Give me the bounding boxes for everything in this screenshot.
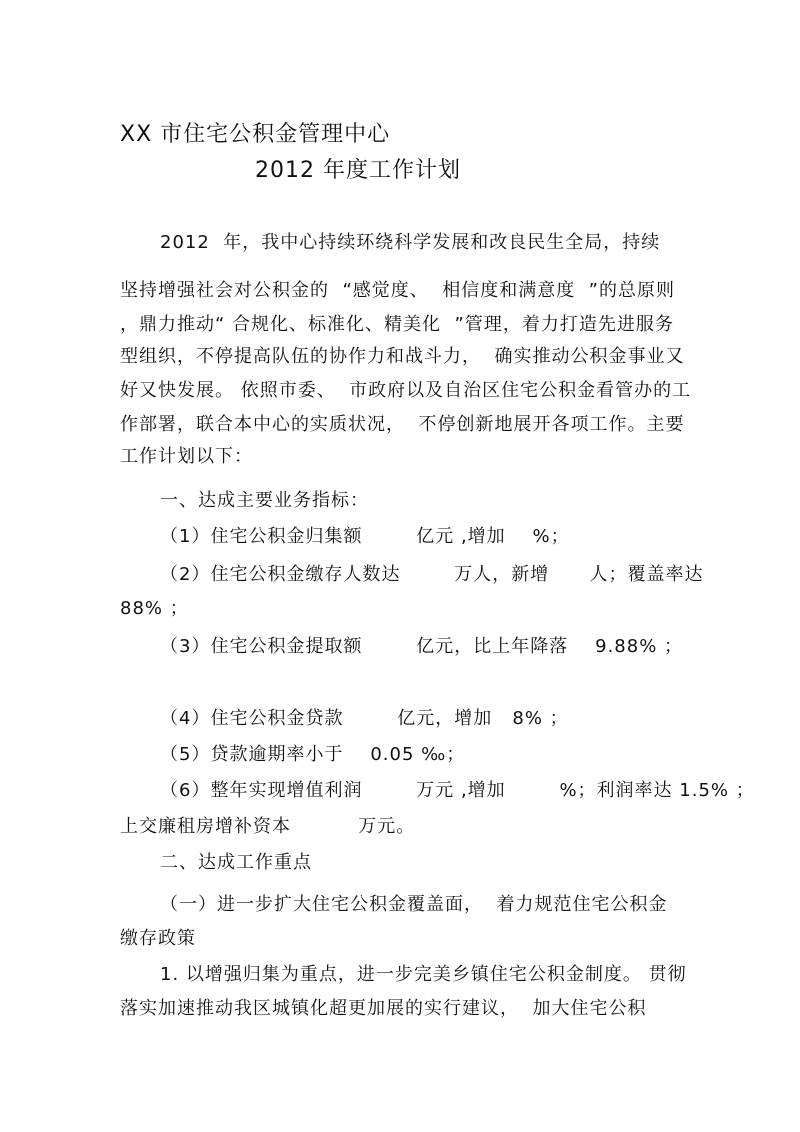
indicator-item: （2）住宅公积金缴存人数达 万人，新增 人；覆盖率达 [160, 564, 704, 585]
document-title-line1: XX 市住宅公积金管理中心 [120, 122, 391, 147]
indicator-item: （3）住宅公积金提取额 亿元，比上年降落 9.88% ； [160, 636, 684, 657]
intro-paragraph-line: 2012 年，我中心持续环绕科学发展和改良民生全局，持续 [160, 232, 661, 253]
indicator-item: 上交廉租房增补资本 万元。 [120, 816, 416, 837]
intro-paragraph-line: 作部署，联合本中心的实质状况， 不停创新地展开各项工作。主要 [120, 414, 685, 435]
item1-text: 1. 以增强归集为重点，进一步完美乡镇住宅公积金制度。 贯彻 [160, 964, 687, 985]
section2-heading: 二、达成工作重点 [160, 852, 312, 873]
indicator-item: （6）整年实现增值利润 万元 ,增加 %；利润率达 1.5% ； [160, 780, 755, 801]
indicator-item: （5）贷款逾期率小于 0.05 ‰； [160, 744, 466, 765]
indicator-item: 88% ； [120, 598, 189, 619]
item1-text: 落实加速推动我区城镇化超更加展的实行建议， 加大住宅公积 [120, 998, 647, 1019]
subsection1-heading: （一）进一步扩大住宅公积金覆盖面， 着力规范住宅公积金 [160, 894, 668, 915]
intro-paragraph-line: 型组织，不停提高队伍的协作力和战斗力， 确实推动公积金事业又 [120, 346, 685, 367]
document-title-line2: 2012 年度工作计划 [255, 158, 461, 183]
indicator-item: （1）住宅公积金归集额 亿元 ,增加 %； [160, 526, 570, 547]
intro-paragraph-line: ，鼎力推动“ 合规化、标准化、精美化 ”管理，着力打造先进服务 [120, 314, 674, 335]
section1-heading: 一、达成主要业务指标： [160, 490, 369, 511]
intro-paragraph-line: 坚持增强社会对公积金的 “感觉度、 相信度和满意度 ”的总原则 [120, 280, 675, 301]
subsection1-heading: 缴存政策 [120, 928, 196, 949]
intro-paragraph-line: 工作计划以下： [120, 446, 253, 467]
intro-paragraph-line: 好又快发展。 依照市委、 市政府以及自治区住宅公积金看管办的工 [120, 380, 692, 401]
indicator-item: （4）住宅公积金贷款 亿元，增加 8% ； [160, 708, 569, 729]
